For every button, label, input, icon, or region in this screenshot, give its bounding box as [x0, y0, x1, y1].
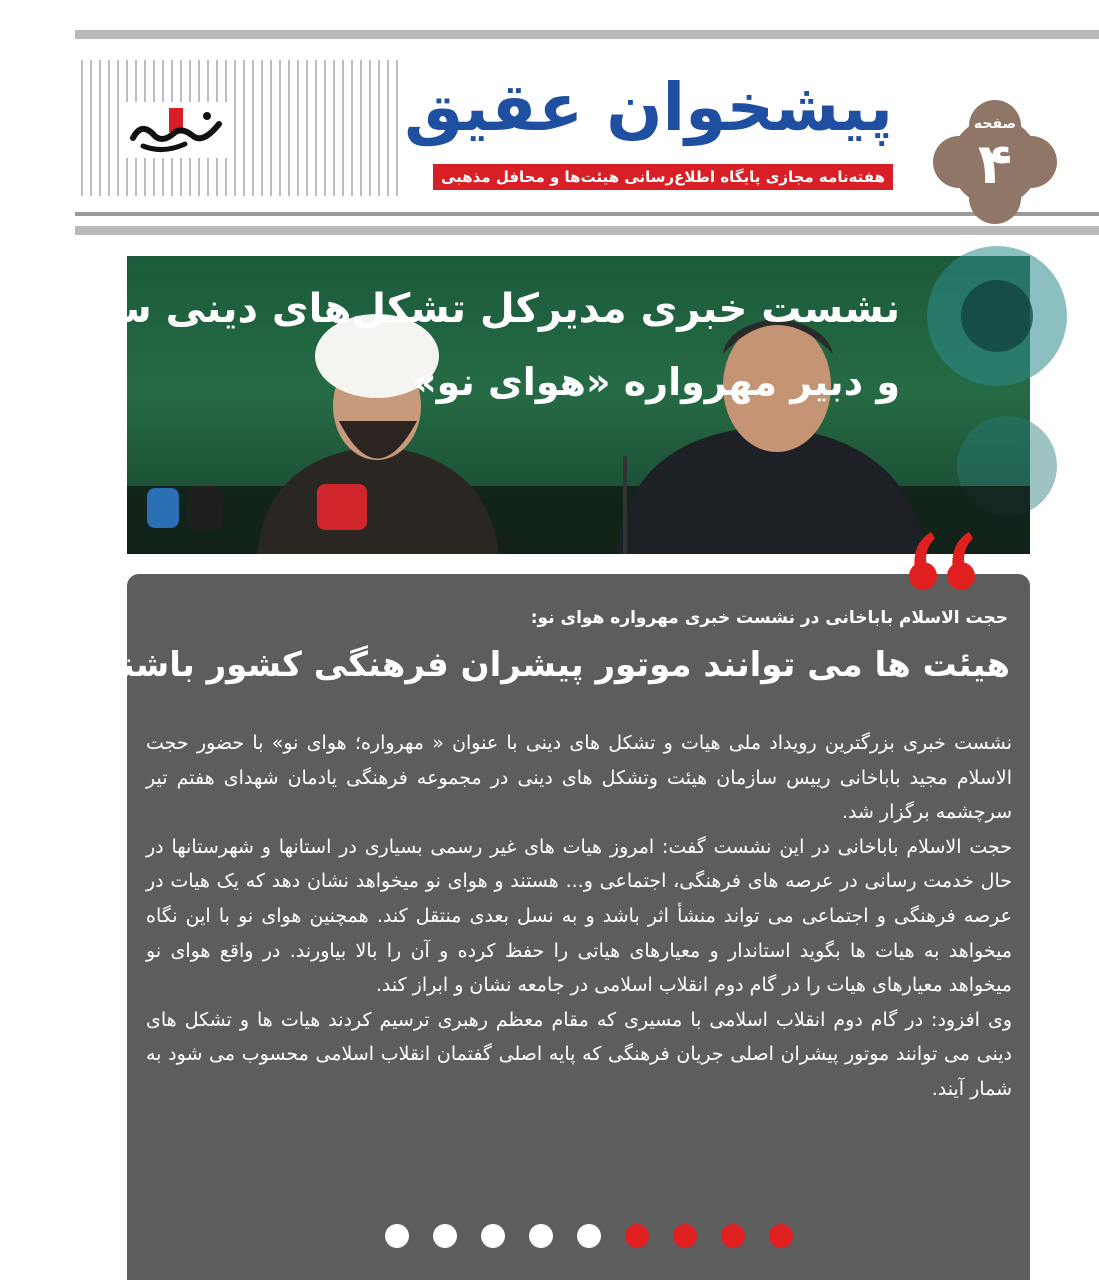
header-bottom-rule-2 — [75, 226, 1099, 235]
pagination-dot[interactable] — [433, 1224, 457, 1248]
quote-icon — [905, 528, 981, 596]
banner-line-1: نشست خبری مدیرکل تشکل‌های دینی سازمان — [0, 286, 900, 332]
pagination-dot[interactable] — [625, 1224, 649, 1248]
article-body — [146, 726, 1012, 1107]
pagination-dot[interactable] — [769, 1224, 793, 1248]
article-panel — [102, 574, 1030, 1280]
article-paragraph: وی افزود: در گام دوم انقلاب اسلامی با مسیری که مقام معظم رهبری ترسیم کردند هیات ها و تشکل های دینی می توانند موتور پیشران اصلی جریان فرهنگی که پایه اصلی گفتمان انقلاب اسلامی محسوب می شود به شمار آیند. — [146, 1008, 1012, 1100]
page-label: صفحه — [973, 116, 1017, 132]
carousel-pagination — [385, 1224, 793, 1248]
aqiq-logo-mark — [123, 104, 231, 156]
pagination-dot[interactable] — [673, 1224, 697, 1248]
aqiq-logo — [121, 102, 233, 158]
article-kicker: حجت الاسلام باباخانی در نشست خبری مهرواره هوای نو: — [530, 608, 1008, 628]
pagination-dot[interactable] — [481, 1224, 505, 1248]
article-paragraph: نشست خبری بزرگترین رویداد ملی هیات و تشکل های دینی با عنوان « مهرواره؛ هوای نو» با حضور حجت الاسلام مجید باباخانی رییس سازمان هیئت وتشکل های دینی در مجموعه فرهنگی یادمان شهدای هفتم تیر سرچشمه برگزار شد. — [146, 732, 1012, 824]
pagination-dot[interactable] — [577, 1224, 601, 1248]
page-number: ۴ — [977, 132, 1013, 197]
pagination-dot[interactable] — [385, 1224, 409, 1248]
tagline: هفته‌نامه مجازی پایگاه اطلاع‌رسانی هیئت‌ها و محافل مذهبی — [433, 164, 893, 190]
banner-line-2: و دبیر مهرواره «هوای نو» — [412, 360, 900, 404]
pagination-dot[interactable] — [721, 1224, 745, 1248]
article-paragraph: حجت الاسلام باباخانی در این نشست گفت: امروز هیات های غیر رسمی بسیاری در استانها و شهرستانها در حال خدمت رسانی در عرصه های فرهنگی، اجتماعی و... هستند و هوای نو میخواهد نشان دهد که یک هیات در عرصه فرهنگی و اجتماعی می تواند منشأ اثر باشد و به نسل بعدی منتقل کند. همچنین هوای نو با این نگاه میخواهد به هیات ها بگوید استاندار و معیارهای هیاتی را حفظ کرده و آن را بالا بیاورند. در واقع هوای نو میخواهد معیارهای هیات را در گام دوم انقلاب اسلامی در جامعه نشان و ابراز کند. — [146, 835, 1012, 997]
top-rule — [75, 30, 1099, 39]
pagination-dot[interactable] — [529, 1224, 553, 1248]
press-conference-photo — [0, 256, 1030, 554]
article-headline: هیئت ها می توانند موتور پیشران فرهنگی کشور باشند — [102, 645, 1010, 685]
masthead — [75, 40, 1099, 212]
page-badge — [933, 100, 1057, 224]
brand-title: پیشخوان عقیق — [404, 69, 893, 146]
